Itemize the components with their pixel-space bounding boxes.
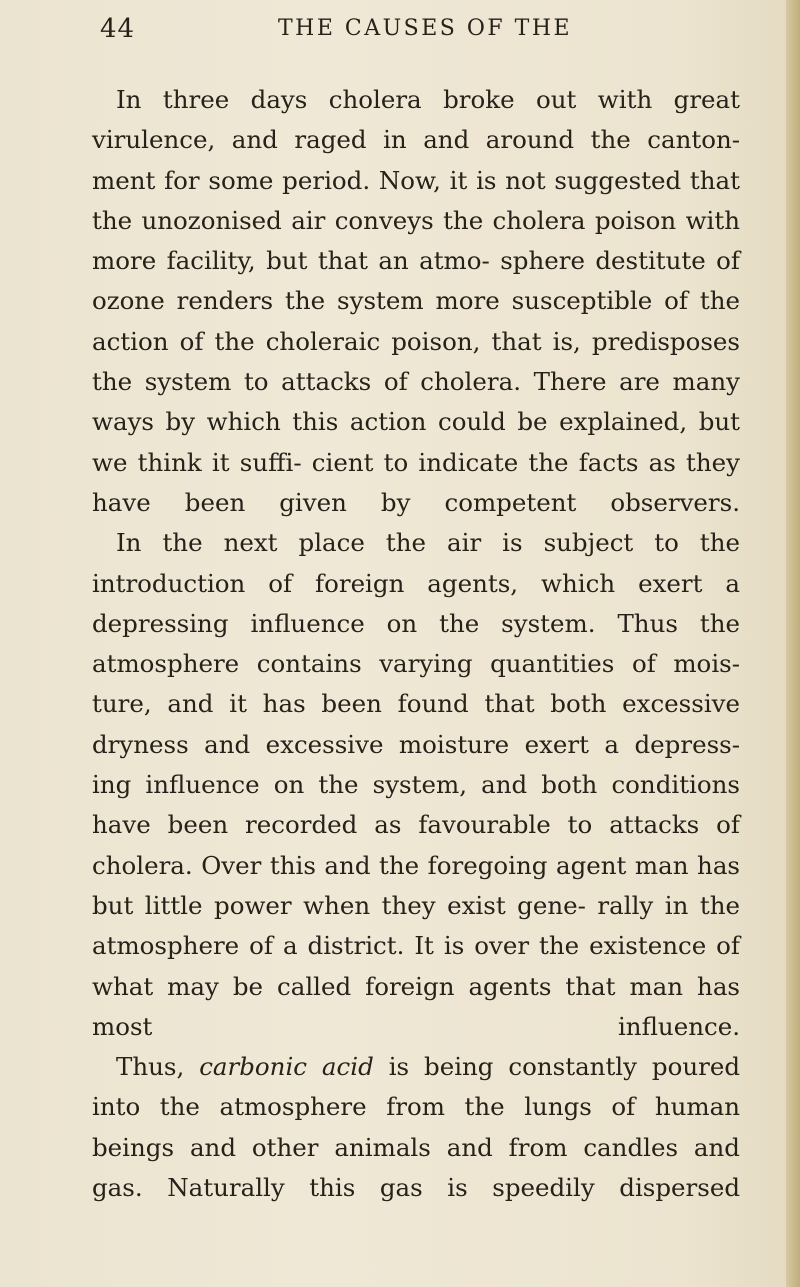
paragraph-3-rest: is being constantly poured into the atmosphere from the lungs of human beings and other animals and from candles and gas. Naturally this gas is speedily dispersed — [92, 1052, 740, 1203]
page-edge — [786, 0, 800, 1287]
paragraph-3 — [92, 1047, 740, 1208]
page-number: 44 — [100, 14, 136, 44]
italic-term-carbonic-acid: carbonic acid — [199, 1052, 374, 1082]
paragraph-3-start: Thus, — [116, 1052, 185, 1082]
running-title: THE CAUSES OF THE — [278, 16, 573, 41]
paragraph-2: In the next place the air is subject to the introduction of foreign agents, which exert a depressing influence on the system. Thus the atmosphere contains varying quantities of mois- ture, and it has been found that both excessive dryness and excessive moisture exert a depress- ing influence on the system, and both conditions have been recorded as favourable to attacks of cholera. Over this and the foregoing agent man has but little power when they exist gene- rally in the atmosphere of a district. It is over the existence of what may be called foreign agents that man has most influence. — [92, 528, 740, 1041]
page-header — [100, 14, 740, 54]
paragraph-1: In three days cholera broke out with great virulence, and raged in and around the canton- ment for some period. Now, it is not suggested that the unozonised air conveys the cholera poison with more facility, but that an atmo- sphere destitute of ozone renders the system more susceptible of the action of the choleraic poison, that is, predisposes the system to attacks of cholera. There are many ways by which this action could be explained, but we think it suffi- cient to indicate the facts as they have been given by competent observers. — [92, 85, 740, 517]
body-text — [92, 80, 740, 1208]
